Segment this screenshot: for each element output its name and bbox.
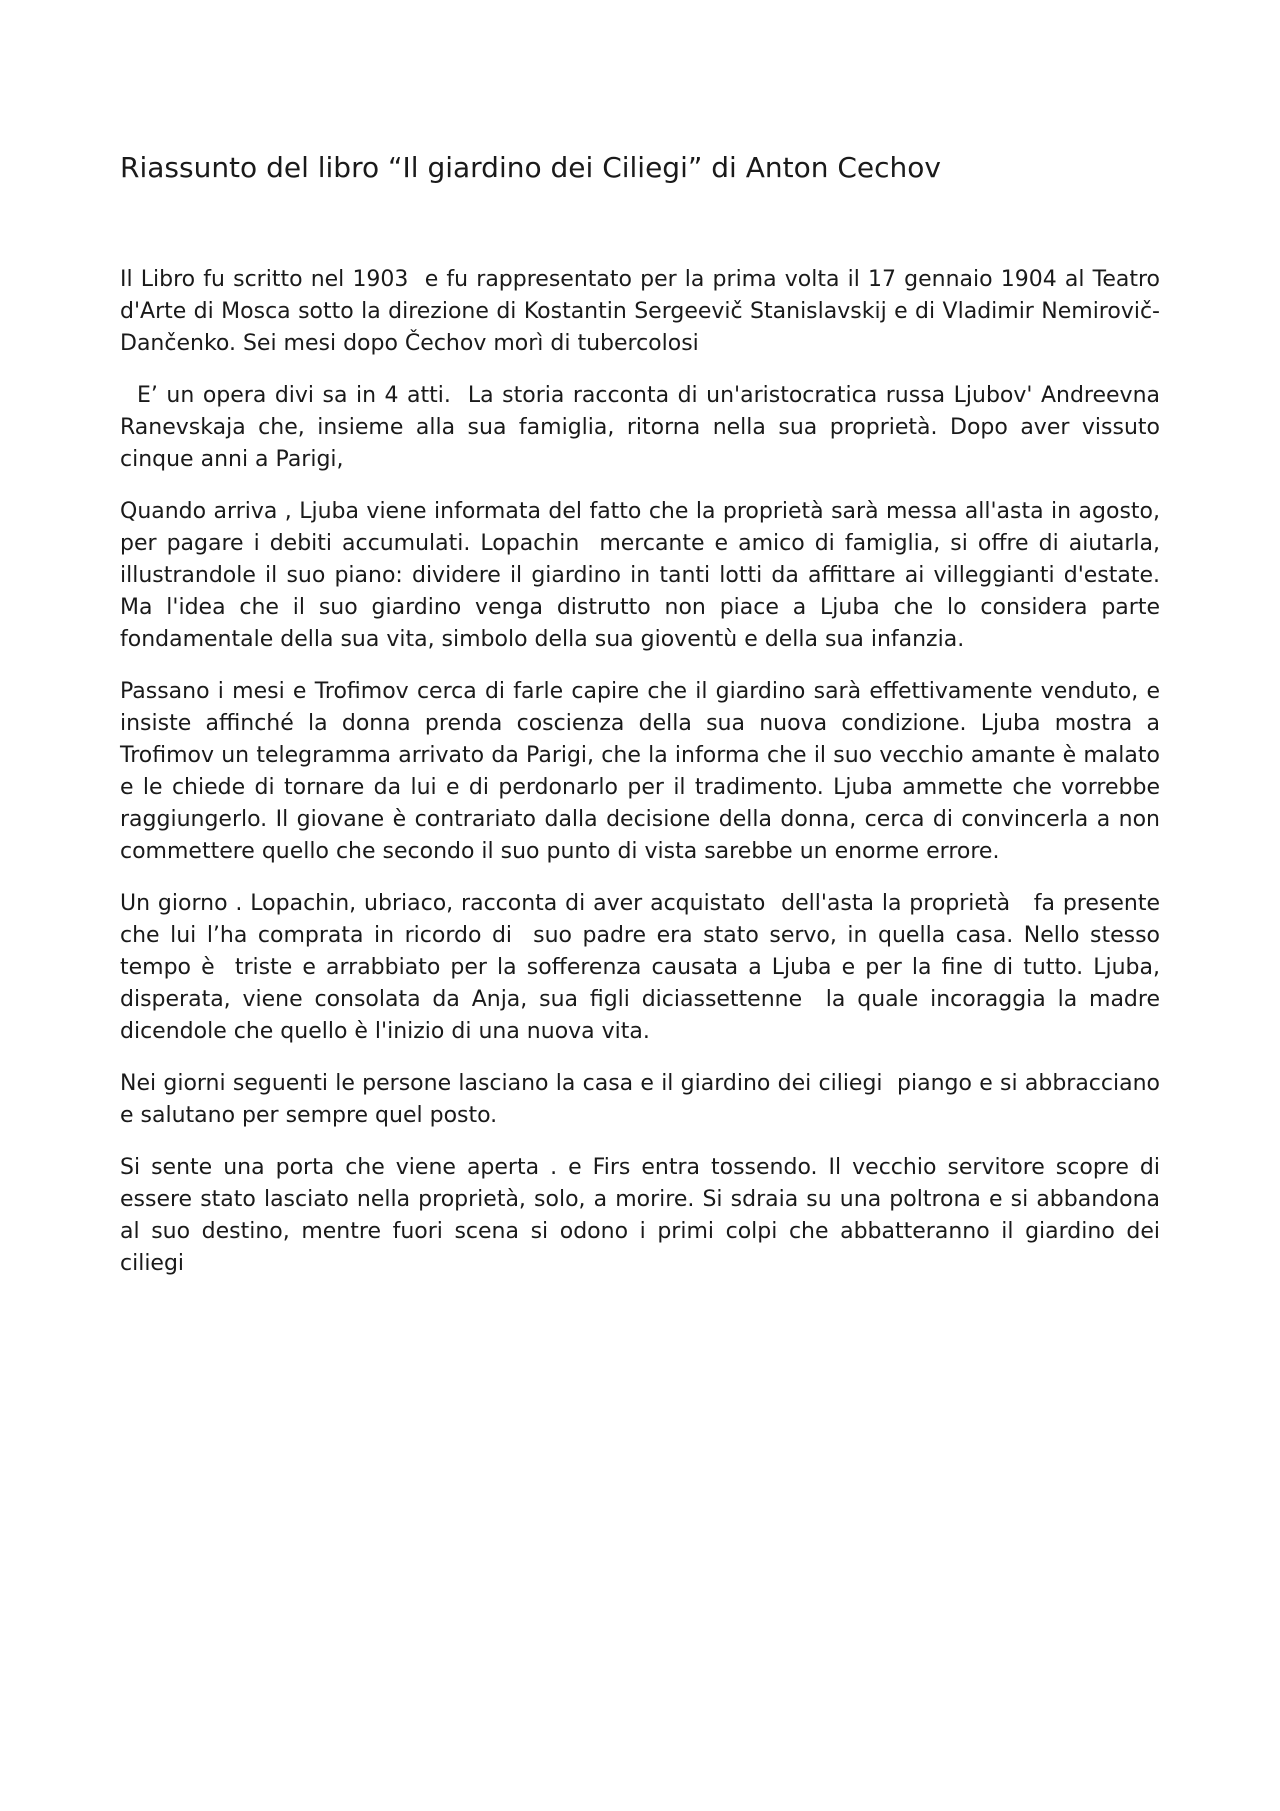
document-title: Riassunto del libro “Il giardino dei Ciliegi” di Anton Cechov	[120, 151, 941, 184]
paragraph-2: E’ un opera divi sa in 4 atti. La storia racconta di un'aristocratica russa Ljubov' Andreevna Ranevskaja che, insieme alla sua famiglia, ritorna nella sua proprietà. Dopo aver vissuto cinque anni a Parigi,	[120, 383, 1167, 472]
document-body	[120, 264, 1174, 1300]
paragraph-3: Quando arriva , Ljuba viene informata del fatto che la proprietà sarà messa all'asta in agosto, per pagare i debiti accumulati. Lopachin mercante e amico di famiglia, si offre di aiutarla, illustrandole il suo piano: dividere il giardino in tanti lotti da affittare ai villeggianti d'estate. Ma l'idea che il suo giardino venga distrutto non piace a Ljuba che lo considera parte fondamentale della sua vita, simbolo della sua gioventù e della sua infanzia.	[120, 499, 1167, 652]
paragraph-5: Un giorno . Lopachin, ubriaco, racconta di aver acquistato dell'asta la proprietà fa presente che lui l’ha comprata in ricordo di suo padre era stato servo, in quella casa. Nello stesso tempo è triste e arrabbiato per la sofferenza causata a Ljuba e per la fine di tutto. Ljuba, disperata, viene consolata da Anja, sua figli diciassettenne la quale incoraggia la madre dicendole che quello è l'inizio di una nuova vita.	[120, 891, 1167, 1044]
paragraph-1: Il Libro fu scritto nel 1903 e fu rappresentato per la prima volta il 17 gennaio 1904 al Teatro d'Arte di Mosca sotto la direzione di Kostantin Sergeevič Stanislavskij e di Vladimir Nemirovič-Dančenko. Sei mesi dopo Čechov morì di tubercolosi	[120, 267, 1167, 356]
paragraph-4: Passano i mesi e Trofimov cerca di farle capire che il giardino sarà effettivamente venduto, e insiste affinché la donna prenda coscienza della sua nuova condizione. Ljuba mostra a Trofimov un telegramma arrivato da Parigi, che la informa che il suo vecchio amante è malato e le chiede di tornare da lui e di perdonarlo per il tradimento. Ljuba ammette che vorrebbe raggiungerlo. Il giovane è contrariato dalla decisione della donna, cerca di convincerla a non commettere quello che secondo il suo punto di vista sarebbe un enorme errore.	[120, 679, 1167, 864]
paragraph-7: Si sente una porta che viene aperta . e Firs entra tossendo. Il vecchio servitore scopre di essere stato lasciato nella proprietà, solo, a morire. Si sdraia su una poltrona e si abbandona al suo destino, mentre fuori scena si odono i primi colpi che abbatteranno il giardino dei ciliegi	[120, 1155, 1167, 1276]
paragraph-6: Nei giorni seguenti le persone lasciano la casa e il giardino dei ciliegi piango e si abbracciano e salutano per sempre quel posto.	[120, 1071, 1174, 1128]
